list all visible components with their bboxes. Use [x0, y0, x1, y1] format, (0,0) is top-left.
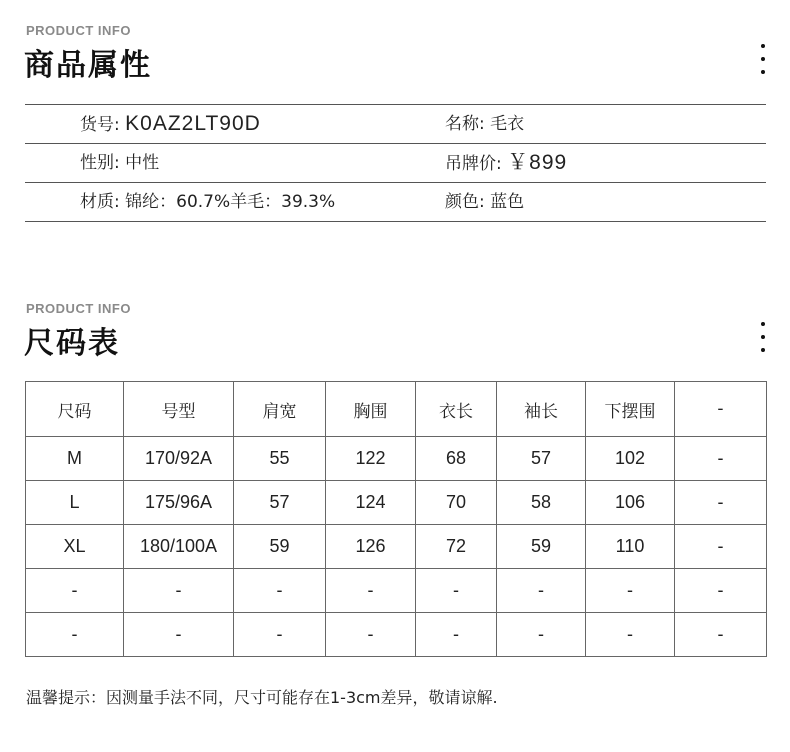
table-cell: - [234, 569, 326, 613]
table-cell: 180/100A [124, 525, 234, 569]
table-cell: - [586, 613, 675, 657]
table-cell: - [675, 525, 767, 569]
attribute-value: ￥899 [507, 151, 568, 174]
attribute-item-name [445, 105, 524, 143]
table-cell: - [675, 613, 767, 657]
attribute-row [25, 183, 766, 222]
attribute-value: 蓝色 [490, 192, 525, 212]
table-cell: 59 [234, 525, 326, 569]
attribute-label: 吊牌价: [445, 154, 508, 174]
table-cell: 70 [416, 481, 497, 525]
table-cell: - [497, 613, 586, 657]
more-vertical-icon[interactable] [755, 44, 771, 74]
more-vertical-icon[interactable] [755, 322, 771, 352]
table-cell: - [416, 569, 497, 613]
header-cell: 肩宽 [234, 382, 326, 437]
attribute-value: 锦纶：60.7%羊毛：39.3% [125, 192, 336, 212]
attribute-item-color [445, 183, 524, 221]
table-cell: 57 [234, 481, 326, 525]
table-cell: 68 [416, 437, 497, 481]
product-attributes-title: 商品属性 [24, 48, 152, 83]
size-chart-table [25, 381, 767, 657]
table-cell: - [326, 613, 416, 657]
table-cell: - [586, 569, 675, 613]
table-cell: L [26, 481, 124, 525]
table-cell: 55 [234, 437, 326, 481]
table-row [26, 525, 767, 569]
table-cell: 58 [497, 481, 586, 525]
table-cell: 175/96A [124, 481, 234, 525]
table-cell: 170/92A [124, 437, 234, 481]
attribute-value: 毛衣 [490, 114, 525, 134]
attribute-item-tag-price [445, 144, 567, 182]
table-cell: - [675, 437, 767, 481]
measurement-tip: 温馨提示：因测量手法不同，尺寸可能存在1-3cm差异，敬请谅解. [26, 688, 498, 707]
attribute-row [25, 105, 766, 144]
table-cell: - [26, 569, 124, 613]
attribute-row [25, 144, 766, 183]
attribute-label: 材质: [80, 192, 126, 212]
size-chart-title: 尺码表 [24, 326, 120, 361]
section-tag-product-info: PRODUCT INFO [26, 23, 131, 38]
table-row [26, 481, 767, 525]
table-row [26, 569, 767, 613]
table-cell: 106 [586, 481, 675, 525]
header-cell: - [675, 382, 767, 437]
table-cell: XL [26, 525, 124, 569]
table-cell: 72 [416, 525, 497, 569]
table-cell: 126 [326, 525, 416, 569]
table-cell: - [234, 613, 326, 657]
table-row [26, 613, 767, 657]
table-cell: - [124, 569, 234, 613]
header-cell: 号型 [124, 382, 234, 437]
attribute-label: 货号: [80, 115, 126, 135]
section-tag-size-chart: PRODUCT INFO [26, 301, 131, 316]
table-cell: 110 [586, 525, 675, 569]
table-cell: M [26, 437, 124, 481]
header-cell: 下摆围 [586, 382, 675, 437]
header-cell: 胸围 [326, 382, 416, 437]
attribute-value: 中性 [125, 153, 160, 173]
header-cell: 尺码 [26, 382, 124, 437]
table-cell: - [124, 613, 234, 657]
table-cell: 57 [497, 437, 586, 481]
table-cell: - [416, 613, 497, 657]
attribute-item-code [80, 105, 261, 143]
header-cell: 袖长 [497, 382, 586, 437]
table-cell: - [26, 613, 124, 657]
table-cell: - [675, 569, 767, 613]
table-cell: 124 [326, 481, 416, 525]
attribute-label: 颜色: [445, 192, 491, 212]
product-attributes-table [25, 104, 766, 222]
attribute-value: K0AZ2LT90D [125, 112, 261, 135]
table-cell: 122 [326, 437, 416, 481]
attribute-label: 性别: [80, 153, 126, 173]
attribute-item-gender [80, 144, 159, 182]
attribute-item-material [80, 183, 335, 221]
size-chart-header-row [26, 382, 767, 437]
header-cell: 衣长 [416, 382, 497, 437]
table-cell: - [326, 569, 416, 613]
table-cell: 102 [586, 437, 675, 481]
table-cell: 59 [497, 525, 586, 569]
table-cell: - [675, 481, 767, 525]
table-row [26, 437, 767, 481]
attribute-label: 名称: [445, 114, 491, 134]
table-cell: - [497, 569, 586, 613]
